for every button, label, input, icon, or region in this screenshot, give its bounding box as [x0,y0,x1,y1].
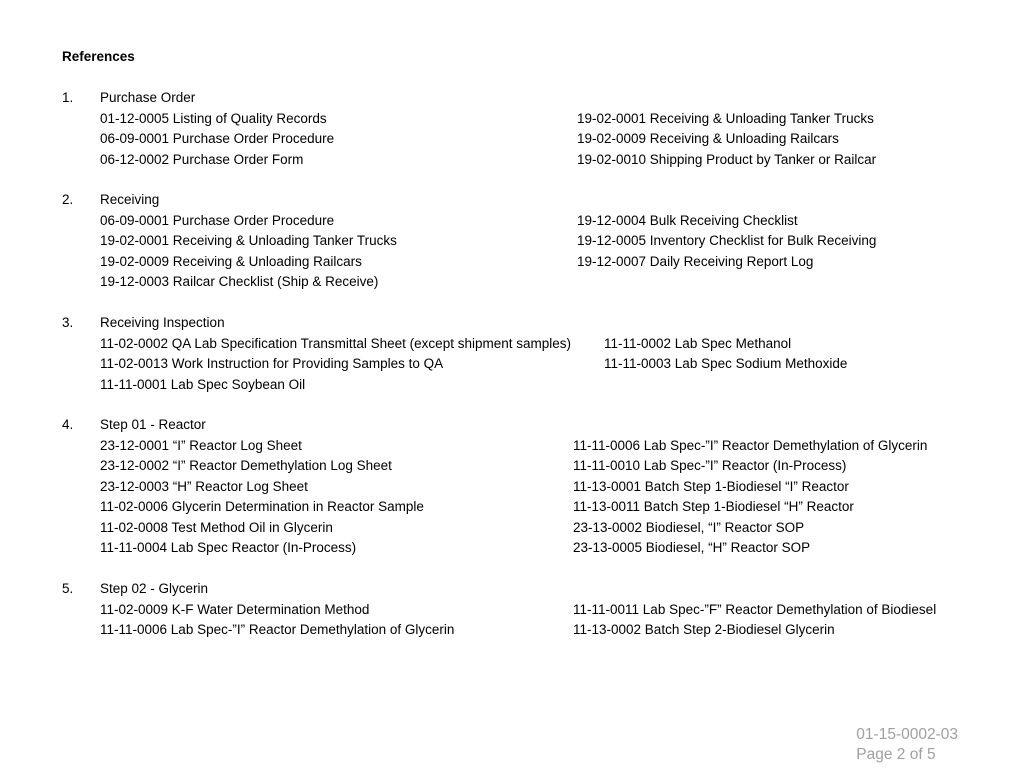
reference-row [62,438,992,459]
document-number: 01-15-0002-03 [856,726,958,743]
section-number: 2. [62,192,74,207]
reference-row [62,520,992,541]
reference-right: 23-13-0005 Biodiesel, “H” Reactor SOP [573,540,811,555]
reference-row [62,336,992,357]
reference-row [62,254,992,275]
reference-right: 11-13-0002 Batch Step 2-Biodiesel Glycerin [573,622,835,637]
reference-left: 19-02-0009 Receiving & Unloading Railcars [100,253,362,269]
section-title: Step 01 - Reactor [100,417,206,432]
reference-right: 11-11-0006 Lab Spec-”I” Reactor Demethylation of Glycerin [573,437,928,453]
reference-left: 11-02-0009 K-F Water Determination Method [100,601,370,617]
reference-right: 11-13-0011 Batch Step 1-Biodiesel “H” Reactor [573,499,854,514]
reference-right: 23-13-0002 Biodiesel, “I” Reactor SOP [573,519,805,535]
reference-row [62,622,992,643]
reference-row [62,131,992,152]
reference-row [62,213,992,234]
reference-row [62,111,992,132]
reference-left: 23-12-0003 “H” Reactor Log Sheet [100,478,308,494]
reference-right: 11-13-0001 Batch Step 1-Biodiesel “I” Reactor [573,478,849,494]
reference-left: 11-11-0001 Lab Spec Soybean Oil [100,376,306,392]
reference-right: 11-11-0010 Lab Spec-”I” Reactor (In-Process) [573,458,847,473]
reference-row [62,479,992,500]
section-title: Step 02 - Glycerin [100,581,209,596]
section-header [62,192,992,213]
reference-right: 11-11-0011 Lab Spec-”F” Reactor Demethylation of Biodiesel [573,601,937,617]
page-number: Page 2 of 5 [856,746,936,763]
section-purchase-order [62,90,992,172]
reference-row [62,499,992,520]
reference-right: 19-12-0007 Daily Receiving Report Log [577,253,814,269]
reference-left: 19-02-0001 Receiving & Unloading Tanker Trucks [100,233,397,248]
reference-left: 11-02-0006 Glycerin Determination in Reactor Sample [100,499,424,514]
section-header [62,90,992,111]
reference-row [62,233,992,254]
section-receiving [62,192,992,295]
reference-left: 06-12-0002 Purchase Order Form [100,151,304,167]
section-title: Receiving [100,192,160,207]
reference-left: 23-12-0001 “I” Reactor Log Sheet [100,437,302,453]
section-title: Receiving Inspection [100,315,225,330]
section-step-01-reactor [62,417,992,561]
section-title: Purchase Order [100,90,196,105]
section-receiving-inspection [62,315,992,397]
reference-right: 19-02-0009 Receiving & Unloading Railcars [577,131,839,146]
reference-left: 11-02-0002 QA Lab Specification Transmittal Sheet (except shipment samples) [100,335,571,351]
reference-left: 11-11-0004 Lab Spec Reactor (In-Process) [100,540,357,555]
reference-row [62,356,992,377]
page-footer [856,725,958,765]
section-step-02-glycerin [62,581,992,643]
reference-right: 19-12-0004 Bulk Receiving Checklist [577,212,798,228]
section-number: 3. [62,315,74,330]
reference-row [62,377,992,398]
reference-row [62,602,992,623]
reference-right: 11-11-0003 Lab Spec Sodium Methoxide [604,356,848,371]
section-header [62,315,992,336]
section-header [62,581,992,602]
reference-right: 11-11-0002 Lab Spec Methanol [604,335,792,351]
reference-left: 01-12-0005 Listing of Quality Records [100,110,327,126]
section-header [62,417,992,438]
reference-row [62,458,992,479]
reference-left: 11-02-0013 Work Instruction for Providing Samples to QA [100,356,444,371]
reference-right: 19-02-0010 Shipping Product by Tanker or Railcar [577,151,877,167]
reference-left: 19-12-0003 Railcar Checklist (Ship & Receive) [100,274,379,289]
reference-row [62,152,992,173]
reference-left: 11-11-0006 Lab Spec-”I” Reactor Demethylation of Glycerin [100,622,455,637]
reference-left: 06-09-0001 Purchase Order Procedure [100,212,335,228]
reference-row [62,274,992,295]
reference-right: 19-12-0005 Inventory Checklist for Bulk Receiving [577,233,877,248]
section-number: 4. [62,417,74,432]
reference-right: 19-02-0001 Receiving & Unloading Tanker Trucks [577,110,874,126]
reference-left: 06-09-0001 Purchase Order Procedure [100,131,335,146]
references-heading: References [62,49,135,64]
reference-left: 23-12-0002 “I” Reactor Demethylation Log Sheet [100,458,392,473]
reference-left: 11-02-0008 Test Method Oil in Glycerin [100,519,333,535]
reference-row [62,540,992,561]
section-number: 1. [62,90,74,105]
section-number: 5. [62,581,74,596]
